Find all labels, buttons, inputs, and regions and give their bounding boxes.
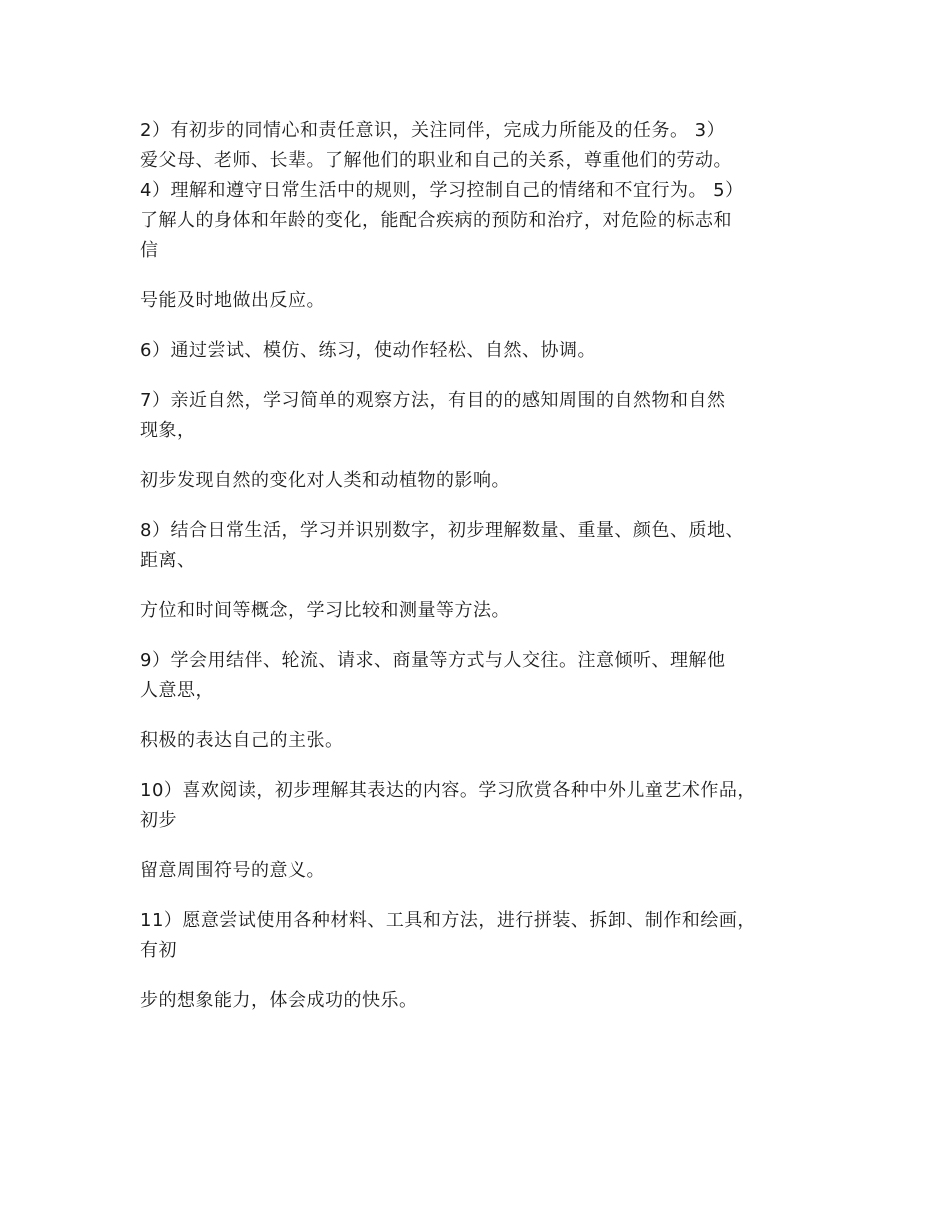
paragraph [140,336,830,366]
text-line: 6）通过尝试、模仿、练习，使动作轻松、自然、协调。 [140,340,596,361]
text-line: 初步 [140,810,177,831]
text-line: 11）愿意尝试使用各种材料、工具和方法，进行拼装、拆卸、制作和绘画， [140,910,756,931]
text-line: 9）学会用结伴、轮流、请求、商量等方式与人交往。注意倾听、理解他 [140,650,726,671]
paragraph [140,906,830,966]
paragraph [140,516,830,576]
text-line: 10）喜欢阅读，初步理解其表达的内容。学习欣赏各种中外儿童艺术作品， [140,780,756,801]
paragraph [140,856,830,886]
paragraph [140,726,830,756]
paragraph [140,986,830,1016]
paragraph [140,466,830,496]
text-line: 爱父母、老师、长辈。了解他们的职业和自己的关系，尊重他们的劳动。 [140,150,732,171]
text-line: 留意周围符号的意义。 [140,860,325,881]
paragraph [140,646,830,706]
text-line: 人意思， [140,680,214,701]
text-line: 4）理解和遵守日常生活中的规则，学习控制自己的情绪和不宜行为。 5） [140,180,744,201]
paragraph [140,776,830,836]
text-line: 现象， [140,420,196,441]
text-line: 了解人的身体和年龄的变化，能配合疾病的预防和治疗，对危险的标志和 [140,210,732,231]
text-line: 距离、 [140,550,196,571]
text-line: 方位和时间等概念，学习比较和测量等方法。 [140,600,510,621]
document-body [140,116,830,1036]
text-line: 8）结合日常生活，学习并识别数字，初步理解数量、重量、颜色、质地、 [140,520,744,541]
text-line: 7）亲近自然，学习简单的观察方法，有目的的感知周围的自然物和自然 [140,390,726,411]
text-line: 2）有初步的同情心和责任意识，关注同伴，完成力所能及的任务。 3） [140,120,726,141]
text-line: 初步发现自然的变化对人类和动植物的影响。 [140,470,510,491]
paragraph [140,386,830,446]
text-line: 有初 [140,940,177,961]
paragraph [140,286,830,316]
text-line: 积极的表达自己的主张。 [140,730,344,751]
text-line: 信 [140,240,159,261]
text-line: 步的想象能力，体会成功的快乐。 [140,990,418,1011]
paragraph [140,116,830,266]
paragraph [140,596,830,626]
text-line: 号能及时地做出反应。 [140,290,325,311]
